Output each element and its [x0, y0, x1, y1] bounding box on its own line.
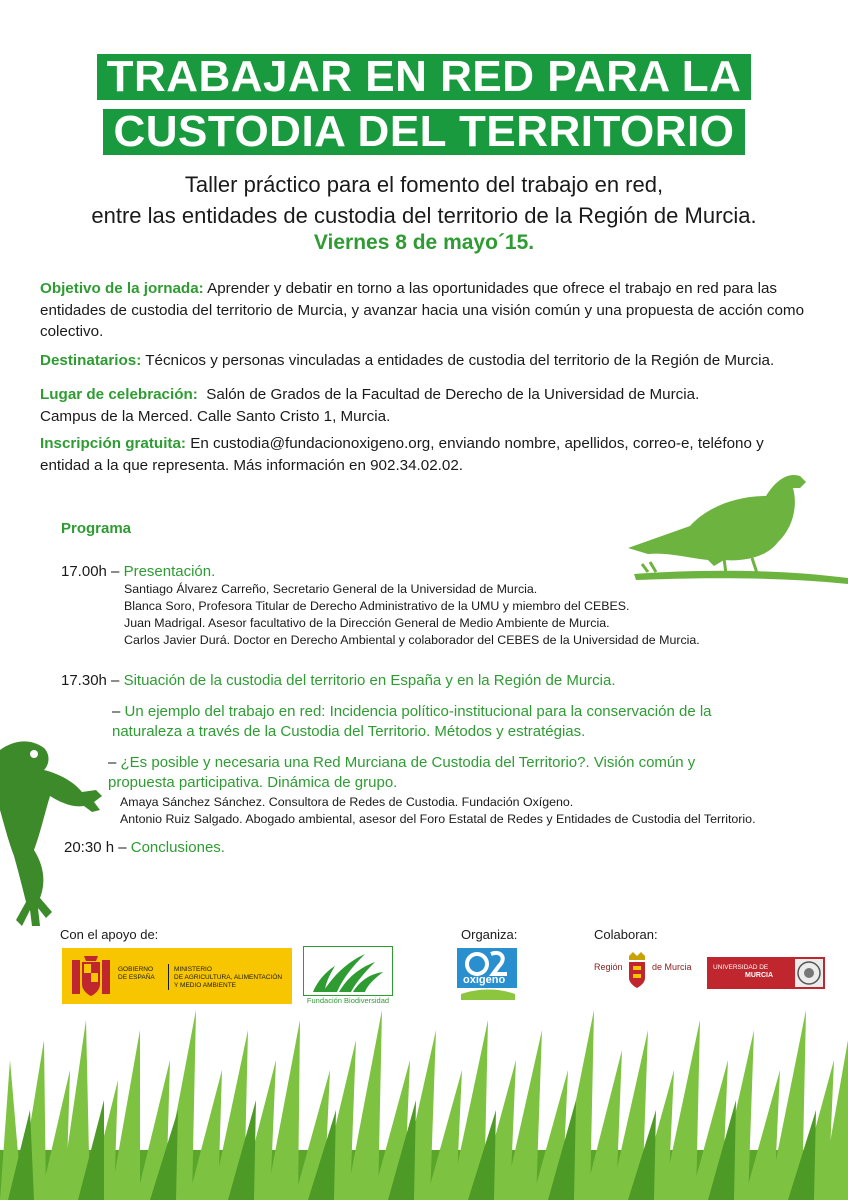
- session-1-title: Presentación.: [123, 563, 216, 580]
- speaker: Antonio Ruiz Salgado. Abogado ambiental, asesor del Foro Estatal de Redes y Entidades de Custodia del Territorio.: [120, 812, 756, 826]
- de-murcia-text: de Murcia: [652, 962, 692, 972]
- title-line-1: TRABAJAR EN RED PARA LA: [97, 54, 752, 100]
- destinatarios-paragraph: [40, 350, 810, 372]
- gov-line-2: DE ESPAÑA: [118, 974, 155, 981]
- coat-of-arms-icon: [68, 952, 114, 1000]
- destinatarios-label: Destinatarios:: [40, 352, 142, 369]
- session-1-time: 17.00h –: [61, 563, 124, 580]
- inscripcion-text: En custodia@fundacionoxigeno.org, enviando nombre, apellidos, correo-e, teléfono y entidad a la que representa. Más información en 902.34.02.02.: [40, 435, 764, 474]
- session-2-title: Situación de la custodia del territorio en España y en la Región de Murcia.: [123, 672, 616, 689]
- ministry-line-1: MINISTERIO: [174, 966, 212, 973]
- session-2: [61, 671, 616, 691]
- subtitle-line-1: Taller práctico para el fomento del trabajo en red,: [184, 172, 664, 197]
- session-4-speakers: [120, 794, 756, 828]
- session-4-title: ¿Es posible y necesaria una Red Murciana de Custodia del Territorio?. Visión común y propuesta participativa. Dinámica de grupo.: [108, 754, 696, 791]
- gov-line-1: GOBIERNO: [118, 966, 154, 973]
- gobierno-text: [118, 966, 155, 982]
- objetivo-label: Objetivo de la jornada:: [40, 280, 204, 297]
- logo-divider: [168, 964, 169, 990]
- session-4-dash: –: [108, 754, 121, 771]
- subtitle-line-2: entre las entidades de custodia del territorio de la Región de Murcia.: [91, 203, 757, 228]
- session-4: [108, 753, 748, 793]
- fundacion-oxigeno-logo: [449, 944, 519, 1004]
- oxigeno-text: oxigeno: [463, 974, 506, 986]
- gobierno-espana-logo: [62, 948, 292, 1004]
- title-line-2-wrapper: [0, 109, 848, 155]
- speaker: Santiago Álvarez Carreño, Secretario General de la Universidad de Murcia.: [124, 582, 538, 596]
- destinatarios-text: Técnicos y personas vinculadas a entidades de custodia del territorio de la Región de Murcia.: [141, 352, 775, 369]
- session-5: [64, 838, 225, 858]
- colaboran-label: Colaboran:: [594, 927, 658, 942]
- region-murcia-logo: [594, 948, 698, 992]
- session-3-dash: –: [112, 703, 125, 720]
- title-line-2: CUSTODIA DEL TERRITORIO: [103, 109, 744, 155]
- lugar-text-2: Campus de la Merced. Calle Santo Cristo 1, Murcia.: [40, 407, 391, 425]
- speaker: Blanca Soro, Profesora Titular de Derecho Administrativo de la UMU y miembro del CEBES.: [124, 599, 630, 613]
- speaker: Juan Madrigal. Asesor facultativo de la Dirección General de Medio Ambiente de Murcia.: [124, 616, 610, 630]
- apoyo-label: Con el apoyo de:: [60, 927, 159, 942]
- fundacion-biodiversidad-logo: [303, 946, 393, 1008]
- ministry-line-3: Y MEDIO AMBIENTE: [174, 982, 237, 989]
- speaker: Carlos Javier Durá. Doctor en Derecho Ambiental y colaborador del CEBES de la Universidad de Murcia.: [124, 633, 700, 647]
- inscripcion-label: Inscripción gratuita:: [40, 435, 186, 452]
- murcia-text: MURCIA: [745, 972, 773, 979]
- session-1-speakers: [124, 581, 700, 649]
- session-3-title: Un ejemplo del trabajo en red: Incidencia político-institucional para la conservación de la naturaleza a través de la Custodia del Territorio. Métodos y estratégias.: [112, 703, 712, 740]
- organiza-label: Organiza:: [461, 927, 518, 942]
- lugar-paragraph: [40, 384, 810, 427]
- fundacion-biodiversidad-text: Fundación Biodiversidad: [306, 996, 390, 1005]
- session-2-time: 17.30h –: [61, 672, 124, 689]
- lugar-label: Lugar de celebración:: [40, 386, 198, 403]
- grass-illustration: [0, 1000, 848, 1200]
- ministry-line-2: DE AGRICULTURA, ALIMENTACIÓN: [174, 974, 283, 981]
- lugar-text-1: Salón de Grados de la Facultad de Derecho de la Universidad de Murcia.: [197, 386, 700, 403]
- speaker: Amaya Sánchez Sánchez. Consultora de Redes de Custodia. Fundación Oxígeno.: [120, 795, 574, 809]
- objetivo-paragraph: [40, 278, 810, 343]
- region-text: Región: [594, 962, 623, 972]
- session-1: [61, 562, 215, 582]
- programa-title: Programa: [61, 520, 132, 537]
- murcia-crown-icon: [626, 950, 648, 990]
- session-5-time: 20:30 h –: [64, 839, 131, 856]
- event-date: Viernes 8 de mayo´15.: [313, 231, 535, 254]
- session-5-title: Conclusiones.: [130, 839, 225, 856]
- title-line-1-wrapper: [0, 54, 848, 100]
- ministerio-text: [174, 966, 282, 990]
- objetivo-text: Aprender y debatir en torno a las oportunidades que ofrece el trabajo en red para las entidades de custodia del territorio de Murcia, y avanzar hacia una visión común y una propuesta de acción como colectivo.: [40, 280, 805, 340]
- session-3: [112, 702, 762, 742]
- universidad-de-text: UNIVERSIDAD DE: [713, 964, 769, 971]
- universidad-murcia-logo: [707, 957, 825, 989]
- university-seal-icon: [795, 959, 823, 987]
- bird-illustration: [628, 466, 848, 591]
- grass-tuft-icon: [303, 946, 393, 996]
